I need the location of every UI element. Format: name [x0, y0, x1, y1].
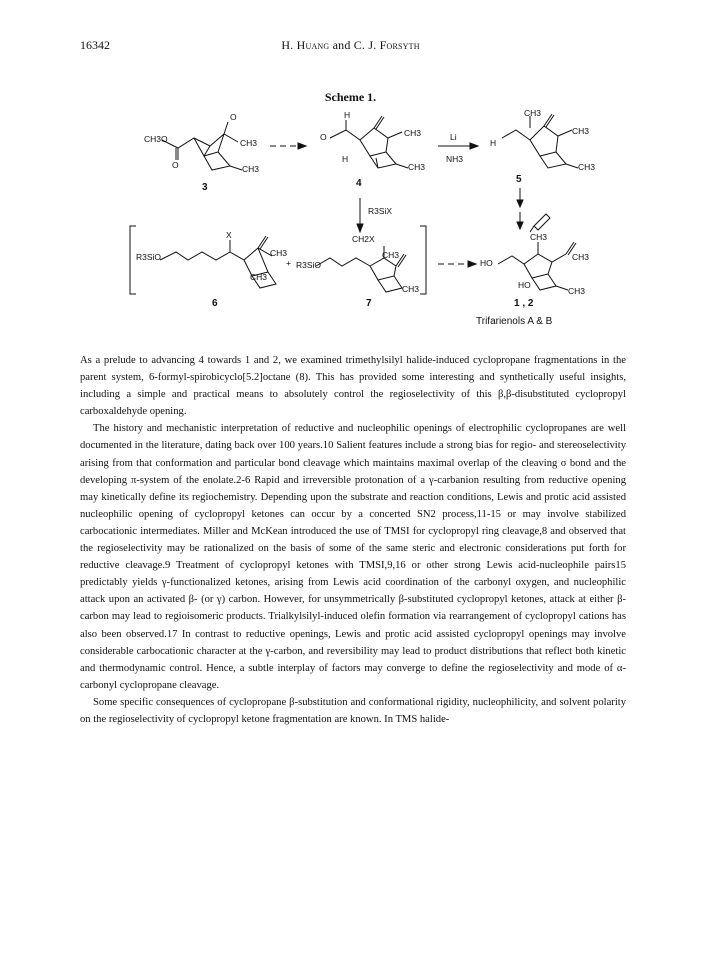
label-r3sio-6: R3SiO: [136, 252, 162, 262]
compound-3: 3: [202, 182, 208, 193]
label-x-6: X: [226, 230, 232, 240]
label-ch3-5a: CH3: [524, 108, 542, 118]
arrow-3-to-4: [270, 143, 306, 149]
label-ch3-5b: CH3: [572, 126, 590, 136]
label-ch3-3a: CH3: [240, 138, 258, 148]
intermediate-brackets: [130, 226, 426, 294]
running-head: H. Huang and C. J. Forsyth: [281, 38, 420, 52]
paragraph-2: The history and mechanistic interpretation of reductive and nucleophilic openings of electrophilic cyclopropanes are well documented in the literature, dating back over 100 years.10 Salient features include a strong bias for regio- and stereoselectivity arising from that conformation and particular bond cleavage which maintains maximal overlap of the cleaving σ bond and the developing π-system of the enolate.2-6 Rapid and irreversible protonation of a γ-carbanion resulting from reductive opening may kinetically define its regiochemistry. Depending upon the substrate and reaction conditions, Lewis and protic acid assisted nucleophilic opening of cyclopropyl ketones can occur by a concerted SN2 process,11-15 or may involve stabilized carbocationic intermediates. Miller and McKean introduced the use of TMSI for cyclopropyl ring cleavage,8 and observed that the regioselectivity may be rationalized on the basis of some of the same steric and electronic considerations put forth for reductive cleavage.9 Treatment of cyclopropyl ketones with TMSI,9,16 or other strong Lewis acid-nucleophile pairs15 predictably yields γ-functionalized ketones, arising from Lewis acid coordination of the carbonyl oxygen, and nucleophilic attack upon an activated β- (or γ) carbon. However, for unsymmetrically β-substituted cyclopropyl ketones, attack at either β-carbon may lead to regioisomeric products. Trialkylsilyl-induced olefin formation via rearrangement of cyclopropyl cations has also been observed.17 In contrast to reductive openings, Lewis and protic acid assisted cyclopropyl openings may involve considerable carbocationic character at the γ-carbon, and reversibility may lead to product distributions that reflect both kinetic and thermodynamic control. Hence, a subtle interplay of factors may converge to define the regioselectivity and mode of α-carbonyl cyclopropane cleavage.: [80, 423, 626, 691]
compound-1-2: 1 , 2: [514, 298, 534, 309]
label-ch2x-7: CH2X: [352, 234, 375, 244]
plus-sign: +: [286, 258, 291, 268]
label-o-3a: O: [172, 160, 179, 170]
paragraph-3: Some specific consequences of cyclopropane β-substitution and conformational rigidity, nucleophilicity, and solvent polarity on the regioselectivity of cyclopropyl ketone fragmentation are known. In TMS halide-: [80, 696, 626, 725]
label-ho-12b: HO: [518, 280, 531, 290]
reagent-nh3: NH3: [446, 154, 464, 164]
reagent-r3six: R3SiX: [368, 206, 393, 216]
label-ch3-12c: CH3: [568, 286, 586, 296]
author-1: Huang: [296, 38, 330, 52]
label-r3sio-7: R3SiO: [296, 260, 322, 270]
arrow-5-down: [517, 188, 550, 232]
scheme-title: Scheme 1.: [324, 90, 377, 104]
page-number: 16342: [80, 38, 110, 52]
label-h-4b: H: [342, 154, 349, 164]
label-ho-12a: HO: [480, 258, 493, 268]
compound-6: 6: [212, 298, 218, 309]
compound-5: 5: [516, 174, 522, 185]
body-text: [80, 352, 626, 728]
label-ch3-12b: CH3: [572, 252, 590, 262]
page-header: [0, 38, 701, 58]
structure-1-2: [498, 242, 576, 290]
label-ch3o: CH3O: [144, 134, 168, 144]
reagent-li: Li: [450, 132, 457, 142]
structure-5: [502, 114, 578, 168]
label-ch3-3b: CH3: [242, 164, 260, 174]
arrow-to-trifarienols: [438, 261, 476, 267]
label-ch3-12a: CH3: [530, 232, 548, 242]
label-o-3b: O: [230, 112, 237, 122]
label-ch3-7a: CH3: [382, 250, 400, 260]
author-2: Forsyth: [379, 38, 420, 52]
reaction-scheme: [120, 108, 600, 338]
compound-4: 4: [356, 178, 362, 189]
arrow-4-to-5: [438, 143, 478, 149]
label-ch3-4b: CH3: [408, 162, 426, 172]
trifarienols-caption: Trifarienols A & B: [476, 316, 553, 327]
label-h-4a: H: [344, 110, 351, 120]
arrow-4-down: [357, 198, 363, 232]
paragraph-1: As a prelude to advancing 4 towards 1 and 2, we examined trimethylsilyl halide-induced cyclopropane fragmentations in the parent system, 6-formyl-spirobicyclo[5.2]octane (8). This has provided some interesting and synthetically useful insights, including a simple and practical means to absolutely control the regioselectivity of this β,β-disubstituted cyclopropyl carboxaldehyde opening.: [80, 355, 626, 418]
label-ch3-5c: CH3: [578, 162, 596, 172]
label-ch3-6a: CH3: [270, 248, 288, 258]
label-o-4: O: [320, 132, 327, 142]
compound-7: 7: [366, 298, 372, 309]
label-ch3-6b: CH3: [250, 272, 268, 282]
label-ch3-7b: CH3: [402, 284, 420, 294]
label-h-5: H: [490, 138, 497, 148]
label-ch3-4a: CH3: [404, 128, 422, 138]
